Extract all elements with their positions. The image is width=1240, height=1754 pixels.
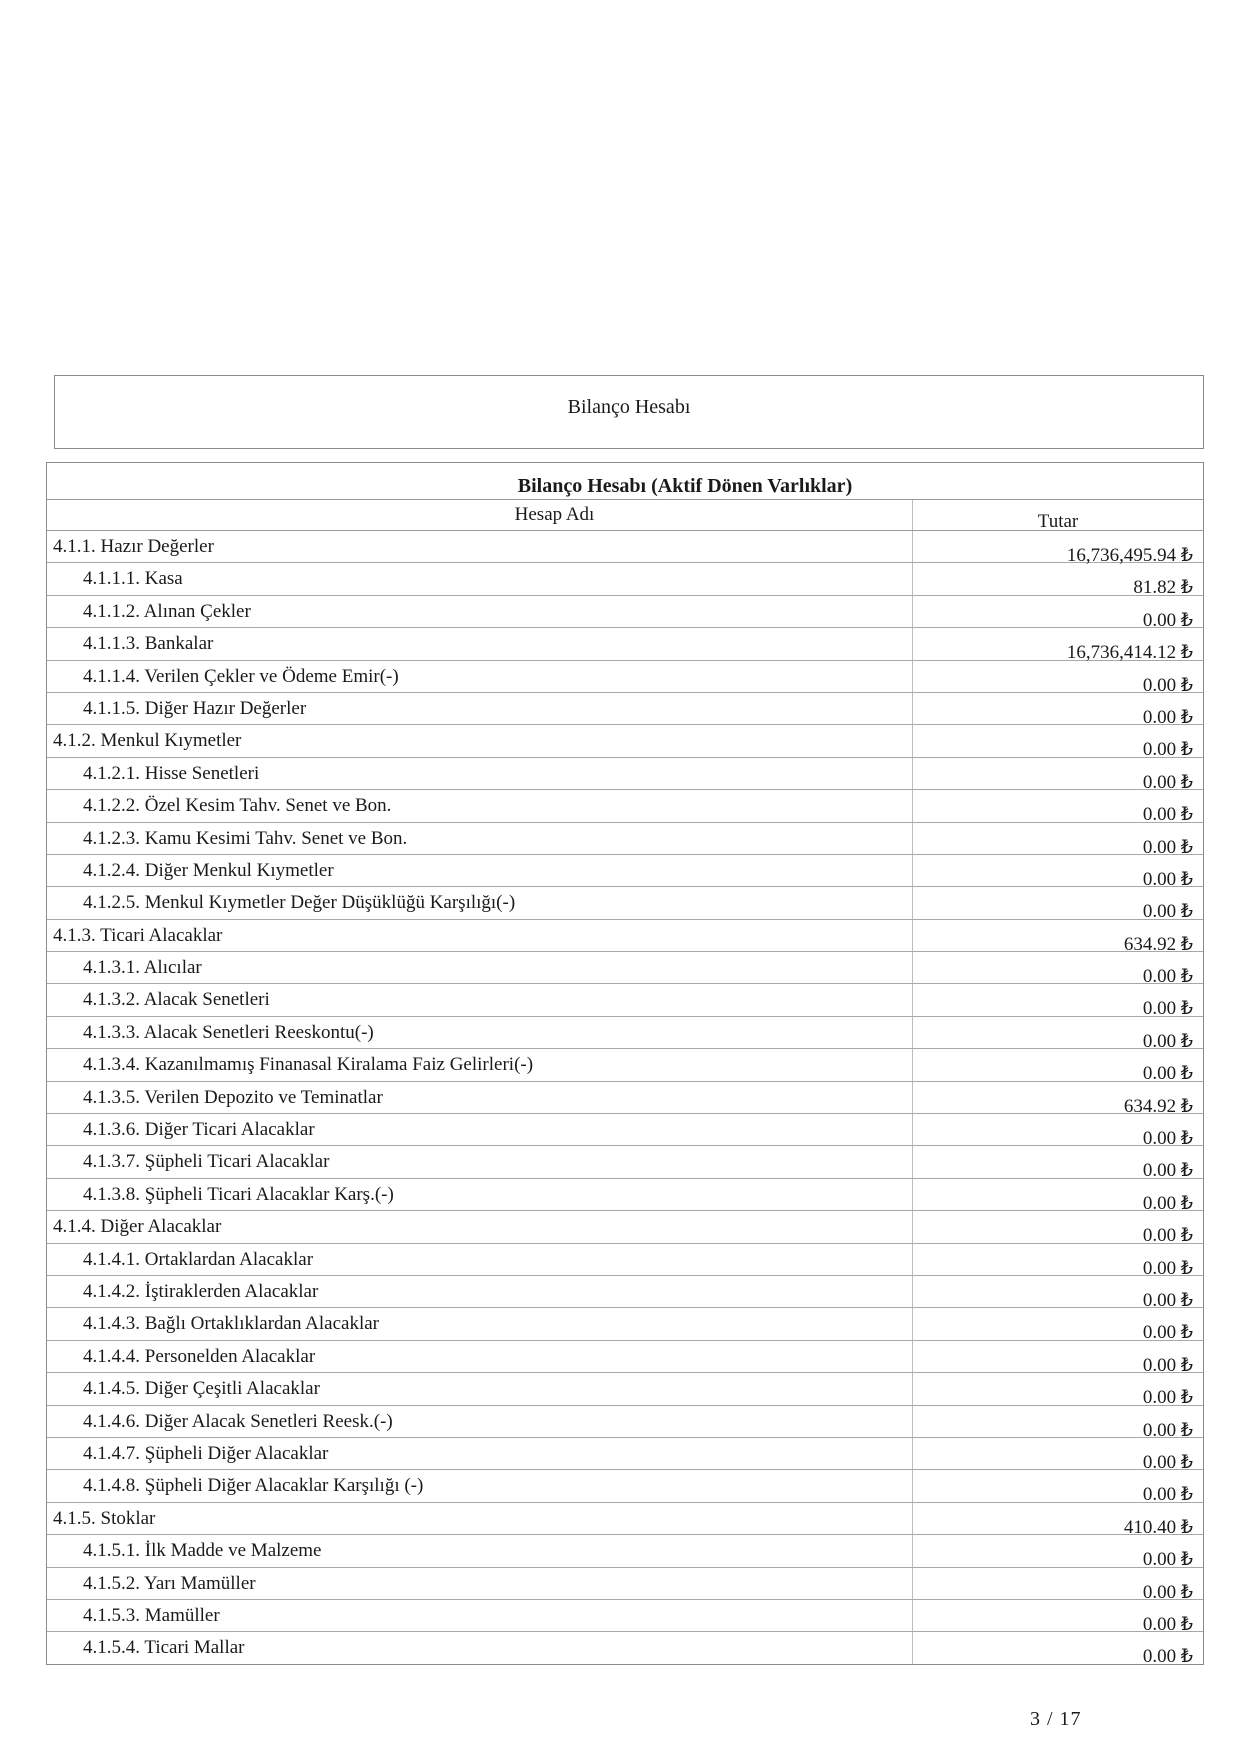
- table-row: [47, 596, 1203, 631]
- amount-cell: 0.00 ₺: [1142, 836, 1193, 858]
- account-name-cell: 4.1.4.1. Ortaklardan Alacaklar: [47, 1244, 913, 1275]
- amount-cell: 634.92 ₺: [1123, 933, 1193, 955]
- account-name-cell: 4.1.2.1. Hisse Senetleri: [47, 758, 913, 789]
- account-name-cell: 4.1.1. Hazır Değerler: [47, 531, 913, 562]
- table-row: [47, 1503, 1203, 1538]
- amount-cell: 0.00 ₺: [1142, 1160, 1193, 1182]
- amount-cell: 0.00 ₺: [1142, 1646, 1193, 1668]
- table-row: [47, 1017, 1203, 1052]
- table-row: [47, 1535, 1203, 1571]
- amount-cell: 0.00 ₺: [1142, 1451, 1193, 1473]
- account-name-cell: 4.1.1.4. Verilen Çekler ve Ödeme Emir(-): [47, 661, 913, 692]
- account-name-cell: 4.1.5.4. Ticari Mallar: [47, 1632, 913, 1663]
- table-row: [47, 1406, 1203, 1441]
- table-row: [47, 1373, 1203, 1409]
- table-row: [47, 1244, 1203, 1279]
- account-name-cell: 4.1.2. Menkul Kıymetler: [47, 725, 913, 756]
- table-row: [47, 531, 1203, 566]
- table-row: [47, 887, 1203, 923]
- amount-cell: 16,736,414.12 ₺: [1066, 642, 1193, 664]
- table-row: [47, 1049, 1203, 1085]
- amount-cell: 634.92 ₺: [1123, 1095, 1193, 1117]
- account-name-cell: 4.1.1.5. Diğer Hazır Değerler: [47, 693, 913, 724]
- page-number: 3 / 17: [1030, 1708, 1082, 1730]
- table-row: [47, 725, 1203, 761]
- table-row: [47, 1600, 1203, 1635]
- account-name-cell: 4.1.3.5. Verilen Depozito ve Teminatlar: [47, 1082, 913, 1113]
- account-name-cell: 4.1.3.7. Şüpheli Ticari Alacaklar: [47, 1146, 913, 1177]
- account-name-cell: 4.1.4.3. Bağlı Ortaklıklardan Alacaklar: [47, 1308, 913, 1339]
- amount-cell: 0.00 ₺: [1142, 1030, 1193, 1052]
- amount-cell: 0.00 ₺: [1142, 706, 1193, 728]
- table-row: [47, 1082, 1203, 1117]
- table-row: [47, 661, 1203, 696]
- table-row: [47, 984, 1203, 1020]
- table-row: [47, 1308, 1203, 1344]
- amount-cell: 0.00 ₺: [1142, 1387, 1193, 1409]
- table-row: [47, 563, 1203, 599]
- account-name-cell: 4.1.1.3. Bankalar: [47, 628, 913, 659]
- table-row: [47, 1276, 1203, 1311]
- amount-cell: 0.00 ₺: [1142, 1192, 1193, 1214]
- amount-cell: 0.00 ₺: [1142, 674, 1193, 696]
- account-name-cell: 4.1.5. Stoklar: [47, 1503, 913, 1534]
- table-body: [47, 531, 1203, 1668]
- amount-cell: 0.00 ₺: [1142, 1257, 1193, 1279]
- table-row: [47, 790, 1203, 826]
- table-row: [47, 1341, 1203, 1376]
- account-name-cell: 4.1.3.8. Şüpheli Ticari Alacaklar Karş.(-): [47, 1179, 913, 1210]
- table-row: [47, 1470, 1203, 1506]
- account-name-cell: 4.1.3.4. Kazanılmamış Finanasal Kiralama Faiz Gelirleri(-): [47, 1049, 913, 1080]
- report-header-title: Bilanço Hesabı: [567, 396, 691, 418]
- account-name-cell: 4.1.1.1. Kasa: [47, 563, 913, 594]
- table-row: [47, 823, 1203, 858]
- amount-cell: 0.00 ₺: [1142, 1484, 1193, 1506]
- amount-cell: 0.00 ₺: [1142, 1225, 1193, 1247]
- amount-cell: 0.00 ₺: [1142, 1549, 1193, 1571]
- amount-cell: 16,736,495.94 ₺: [1066, 545, 1193, 566]
- column-header-amount: Tutar: [1037, 511, 1079, 532]
- table-title: Bilanço Hesabı (Aktif Dönen Varlıklar): [47, 463, 1203, 500]
- table-row: [47, 920, 1203, 955]
- amount-cell: 0.00 ₺: [1142, 1581, 1193, 1603]
- account-name-cell: 4.1.3. Ticari Alacaklar: [47, 920, 913, 951]
- amount-cell: 0.00 ₺: [1142, 739, 1193, 761]
- table-row: [47, 1114, 1203, 1150]
- amount-cell: 0.00 ₺: [1142, 1289, 1193, 1311]
- amount-cell: 0.00 ₺: [1142, 771, 1193, 793]
- amount-cell: 0.00 ₺: [1142, 804, 1193, 826]
- balance-sheet-table: [46, 462, 1204, 1668]
- account-name-cell: 4.1.5.1. İlk Madde ve Malzeme: [47, 1535, 913, 1566]
- amount-cell: 0.00 ₺: [1142, 1322, 1193, 1344]
- account-name-cell: 4.1.4.4. Personelden Alacaklar: [47, 1341, 913, 1372]
- table-row: [47, 952, 1203, 988]
- account-name-cell: 4.1.3.3. Alacak Senetleri Reeskontu(-): [47, 1017, 913, 1048]
- table-row: [47, 855, 1203, 890]
- account-name-cell: 4.1.3.6. Diğer Ticari Alacaklar: [47, 1114, 913, 1145]
- account-name-cell: 4.1.2.5. Menkul Kıymetler Değer Düşüklüğü Karşılığı(-): [47, 887, 913, 918]
- table-row: [47, 1146, 1203, 1182]
- account-name-cell: 4.1.4.7. Şüpheli Diğer Alacaklar: [47, 1438, 913, 1469]
- report-header-box: [54, 375, 1204, 449]
- amount-cell: 0.00 ₺: [1142, 901, 1193, 923]
- amount-cell: 0.00 ₺: [1142, 966, 1193, 988]
- amount-cell: 0.00 ₺: [1142, 1128, 1193, 1150]
- table-row: [47, 693, 1203, 728]
- table-row: [47, 1568, 1203, 1603]
- account-name-cell: 4.1.4.6. Diğer Alacak Senetleri Reesk.(-): [47, 1406, 913, 1437]
- column-header-account-name: Hesap Adı: [47, 500, 913, 530]
- column-headers: [47, 500, 1203, 531]
- amount-cell: 0.00 ₺: [1142, 609, 1193, 631]
- amount-cell: 0.00 ₺: [1142, 1419, 1193, 1441]
- account-name-cell: 4.1.2.3. Kamu Kesimi Tahv. Senet ve Bon.: [47, 823, 913, 854]
- table-row: [47, 1632, 1203, 1668]
- account-name-cell: 4.1.5.2. Yarı Mamüller: [47, 1568, 913, 1599]
- account-name-cell: 4.1.4. Diğer Alacaklar: [47, 1211, 913, 1242]
- amount-cell: 0.00 ₺: [1142, 998, 1193, 1020]
- account-name-cell: 4.1.3.2. Alacak Senetleri: [47, 984, 913, 1015]
- account-name-cell: 4.1.2.4. Diğer Menkul Kıymetler: [47, 855, 913, 886]
- account-name-cell: 4.1.1.2. Alınan Çekler: [47, 596, 913, 627]
- account-name-cell: 4.1.4.8. Şüpheli Diğer Alacaklar Karşılığı (-): [47, 1470, 913, 1501]
- amount-cell: 410.40 ₺: [1123, 1516, 1193, 1538]
- table-row: [47, 628, 1203, 664]
- account-name-cell: 4.1.4.5. Diğer Çeşitli Alacaklar: [47, 1373, 913, 1404]
- amount-cell: 0.00 ₺: [1142, 1613, 1193, 1635]
- table-row: [47, 1211, 1203, 1247]
- amount-cell: 0.00 ₺: [1142, 1354, 1193, 1376]
- account-name-cell: 4.1.4.2. İştiraklerden Alacaklar: [47, 1276, 913, 1307]
- table-row: [47, 1438, 1203, 1473]
- amount-cell: 0.00 ₺: [1142, 1063, 1193, 1085]
- table-row: [47, 758, 1203, 793]
- amount-cell: 0.00 ₺: [1142, 868, 1193, 890]
- amount-cell: 81.82 ₺: [1133, 577, 1193, 599]
- table-row: [47, 1179, 1203, 1214]
- account-name-cell: 4.1.2.2. Özel Kesim Tahv. Senet ve Bon.: [47, 790, 913, 821]
- account-name-cell: 4.1.3.1. Alıcılar: [47, 952, 913, 983]
- account-name-cell: 4.1.5.3. Mamüller: [47, 1600, 913, 1631]
